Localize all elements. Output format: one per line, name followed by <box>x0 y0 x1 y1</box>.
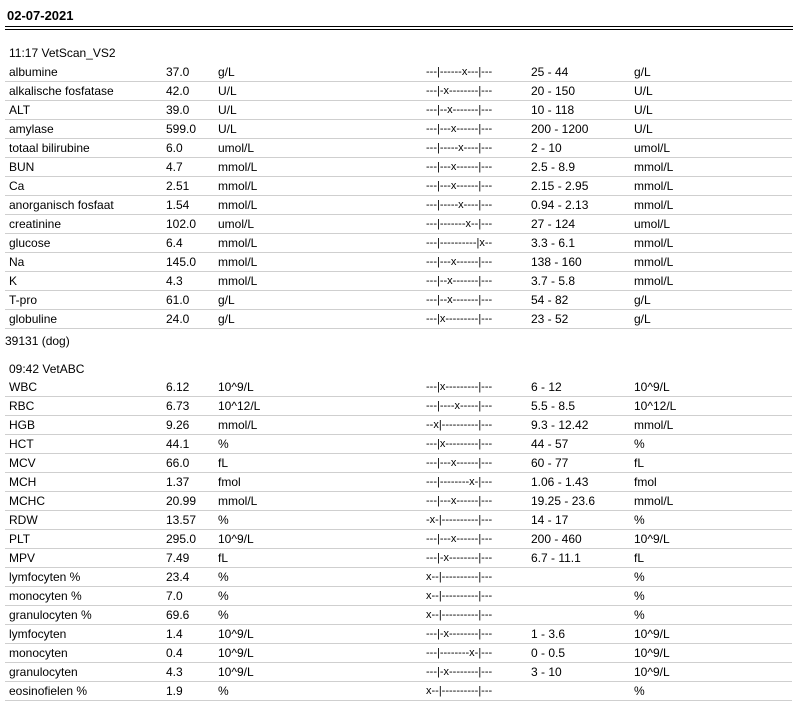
range-indicator: ---|--x-------|--- <box>426 294 493 306</box>
reference-unit: g/L <box>634 312 651 326</box>
result-name: albumine <box>9 65 58 79</box>
range-indicator: x--|----------|--- <box>426 685 493 697</box>
result-unit: 10^9/L <box>218 380 254 394</box>
result-value: 4.3 <box>166 665 183 679</box>
result-unit: mmol/L <box>218 494 258 508</box>
result-unit: % <box>218 513 229 527</box>
reference-range: 138 - 160 <box>531 255 582 269</box>
result-name: granulocyten % <box>9 608 92 622</box>
table-row <box>5 587 792 606</box>
reference-range: 3.3 - 6.1 <box>531 236 576 250</box>
result-unit: g/L <box>218 293 235 307</box>
table-row <box>5 215 792 234</box>
result-unit: % <box>218 608 229 622</box>
reference-range: 54 - 82 <box>531 293 569 307</box>
result-value: 6.4 <box>166 236 183 250</box>
reference-range: 6.7 - 11.1 <box>531 551 581 565</box>
report-date: 02-07-2021 <box>7 8 74 23</box>
reference-unit: mmol/L <box>634 198 674 212</box>
range-indicator: ---|-x--------|--- <box>426 666 493 678</box>
reference-unit: 10^9/L <box>634 532 670 546</box>
reference-range: 9.3 - 12.42 <box>531 418 589 432</box>
result-value: 599.0 <box>166 122 197 136</box>
range-indicator: ---|x---------|--- <box>426 313 493 325</box>
reference-range: 2.5 - 8.9 <box>531 160 576 174</box>
reference-range: 44 - 57 <box>531 437 569 451</box>
reference-unit: U/L <box>634 103 653 117</box>
result-name: K <box>9 274 18 288</box>
range-indicator: ---|----x-----|--- <box>426 400 493 412</box>
result-value: 4.3 <box>166 274 183 288</box>
reference-unit: 10^12/L <box>634 399 677 413</box>
table-row <box>5 435 792 454</box>
reference-unit: U/L <box>634 84 653 98</box>
reference-range: 1 - 3.6 <box>531 627 566 641</box>
result-unit: umol/L <box>218 141 255 155</box>
result-name: WBC <box>9 380 37 394</box>
result-value: 6.12 <box>166 380 190 394</box>
reference-unit: mmol/L <box>634 179 674 193</box>
reference-unit: g/L <box>634 293 651 307</box>
table-row <box>5 492 792 511</box>
reference-range: 25 - 44 <box>531 65 569 79</box>
result-value: 1.54 <box>166 198 190 212</box>
result-unit: mmol/L <box>218 236 258 250</box>
result-value: 295.0 <box>166 532 197 546</box>
reference-range: 23 - 52 <box>531 312 569 326</box>
reference-range: 3.7 - 5.8 <box>531 274 576 288</box>
range-indicator: ---|---x------|--- <box>426 256 493 268</box>
result-name: granulocyten <box>9 665 78 679</box>
result-unit: mmol/L <box>218 198 258 212</box>
table-row <box>5 63 792 82</box>
result-name: BUN <box>9 160 35 174</box>
result-name: amylase <box>9 122 54 136</box>
table-row <box>5 253 792 272</box>
reference-range: 10 - 118 <box>531 103 575 117</box>
result-unit: 10^12/L <box>218 399 261 413</box>
result-unit: U/L <box>218 122 237 136</box>
reference-unit: g/L <box>634 65 651 79</box>
result-value: 24.0 <box>166 312 190 326</box>
table-row <box>5 177 792 196</box>
result-value: 6.0 <box>166 141 183 155</box>
result-value: 39.0 <box>166 103 190 117</box>
table-row <box>5 82 792 101</box>
result-name: HGB <box>9 418 36 432</box>
reference-unit: 10^9/L <box>634 627 670 641</box>
reference-unit: fL <box>634 456 645 470</box>
reference-unit: fmol <box>634 475 657 489</box>
result-unit: % <box>218 684 229 698</box>
result-unit: fmol <box>218 475 241 489</box>
result-name: PLT <box>9 532 31 546</box>
range-indicator: x--|----------|--- <box>426 571 493 583</box>
range-indicator: -x-|----------|--- <box>426 514 493 526</box>
result-value: 23.4 <box>166 570 190 584</box>
result-name: ALT <box>9 103 31 117</box>
reference-unit: mmol/L <box>634 255 674 269</box>
table-row <box>5 139 792 158</box>
result-name: T-pro <box>9 293 38 307</box>
patient-label: 39131 (dog) <box>5 334 70 348</box>
range-indicator: ---|---x------|--- <box>426 495 493 507</box>
result-name: monocyten % <box>9 589 82 603</box>
result-name: HCT <box>9 437 34 451</box>
table-row <box>5 234 792 253</box>
reference-unit: mmol/L <box>634 494 674 508</box>
hematology-results-table <box>5 378 792 701</box>
result-value: 4.7 <box>166 160 183 174</box>
range-indicator: ---|--------x-|--- <box>426 476 493 488</box>
table-row <box>5 473 792 492</box>
reference-unit: mmol/L <box>634 160 674 174</box>
result-value: 145.0 <box>166 255 197 269</box>
result-value: 7.49 <box>166 551 190 565</box>
table-row <box>5 644 792 663</box>
reference-unit: % <box>634 513 645 527</box>
result-name: alkalische fosfatase <box>9 84 114 98</box>
table-row <box>5 158 792 177</box>
range-indicator: ---|-x--------|--- <box>426 85 493 97</box>
result-unit: 10^9/L <box>218 665 254 679</box>
result-unit: mmol/L <box>218 274 258 288</box>
range-indicator: x--|----------|--- <box>426 609 493 621</box>
reference-range: 200 - 1200 <box>531 122 589 136</box>
range-indicator: ---|-x--------|--- <box>426 628 493 640</box>
range-indicator: ---|--x-------|--- <box>426 104 493 116</box>
chemistry-results-table <box>5 63 792 329</box>
result-name: lymfocyten % <box>9 570 81 584</box>
result-unit: 10^9/L <box>218 646 254 660</box>
table-row <box>5 663 792 682</box>
hematology-section-title: 09:42 VetABC <box>9 362 85 376</box>
reference-range: 3 - 10 <box>531 665 562 679</box>
header-divider-double <box>5 29 793 30</box>
range-indicator: ---|----------|x-- <box>426 237 493 249</box>
table-row <box>5 549 792 568</box>
result-name: MPV <box>9 551 36 565</box>
result-unit: umol/L <box>218 217 255 231</box>
reference-unit: U/L <box>634 122 653 136</box>
table-row <box>5 378 792 397</box>
result-name: globuline <box>9 312 58 326</box>
range-indicator: ---|---x------|--- <box>426 533 493 545</box>
result-value: 69.6 <box>166 608 190 622</box>
reference-unit: 10^9/L <box>634 380 670 394</box>
table-row <box>5 511 792 530</box>
range-indicator: --x|----------|--- <box>426 419 493 431</box>
reference-unit: umol/L <box>634 217 671 231</box>
reference-unit: mmol/L <box>634 274 674 288</box>
result-value: 9.26 <box>166 418 190 432</box>
result-unit: mmol/L <box>218 418 258 432</box>
result-name: MCH <box>9 475 37 489</box>
table-row <box>5 310 792 329</box>
reference-range: 27 - 124 <box>531 217 576 231</box>
result-name: lymfocyten <box>9 627 67 641</box>
reference-unit: mmol/L <box>634 236 674 250</box>
reference-unit: 10^9/L <box>634 665 670 679</box>
reference-range: 1.06 - 1.43 <box>531 475 589 489</box>
result-name: glucose <box>9 236 51 250</box>
reference-range: 19.25 - 23.6 <box>531 494 596 508</box>
reference-range: 0.94 - 2.13 <box>531 198 589 212</box>
range-indicator: ---|x---------|--- <box>426 381 493 393</box>
result-name: anorganisch fosfaat <box>9 198 114 212</box>
reference-range: 60 - 77 <box>531 456 569 470</box>
reference-unit: % <box>634 608 645 622</box>
result-unit: g/L <box>218 65 235 79</box>
reference-range: 2 - 10 <box>531 141 562 155</box>
range-indicator: ---|--------x-|--- <box>426 647 493 659</box>
result-value: 6.73 <box>166 399 190 413</box>
result-unit: % <box>218 589 229 603</box>
range-indicator: ---|-----x----|--- <box>426 199 493 211</box>
range-indicator: ---|------x---|--- <box>426 66 493 78</box>
table-row <box>5 291 792 310</box>
result-unit: 10^9/L <box>218 627 254 641</box>
range-indicator: ---|-x--------|--- <box>426 552 493 564</box>
result-name: RDW <box>9 513 38 527</box>
result-value: 1.9 <box>166 684 183 698</box>
result-unit: fL <box>218 456 229 470</box>
header-divider <box>5 26 793 27</box>
table-row <box>5 120 792 139</box>
range-indicator: ---|--x-------|--- <box>426 275 493 287</box>
result-value: 2.51 <box>166 179 190 193</box>
table-row <box>5 416 792 435</box>
table-row <box>5 606 792 625</box>
result-name: RBC <box>9 399 35 413</box>
result-unit: mmol/L <box>218 255 258 269</box>
reference-unit: fL <box>634 551 645 565</box>
result-name: Na <box>9 255 25 269</box>
reference-unit: % <box>634 684 645 698</box>
result-name: totaal bilirubine <box>9 141 90 155</box>
reference-unit: mmol/L <box>634 418 674 432</box>
result-name: eosinofielen % <box>9 684 88 698</box>
result-value: 13.57 <box>166 513 197 527</box>
result-value: 37.0 <box>166 65 190 79</box>
result-unit: % <box>218 437 229 451</box>
reference-range: 5.5 - 8.5 <box>531 399 576 413</box>
result-value: 1.37 <box>166 475 190 489</box>
result-unit: mmol/L <box>218 179 258 193</box>
range-indicator: ---|---x------|--- <box>426 123 493 135</box>
reference-range: 2.15 - 2.95 <box>531 179 589 193</box>
reference-unit: % <box>634 437 645 451</box>
result-unit: g/L <box>218 312 235 326</box>
result-value: 66.0 <box>166 456 190 470</box>
range-indicator: ---|---x------|--- <box>426 161 493 173</box>
reference-unit: % <box>634 589 645 603</box>
table-row <box>5 454 792 473</box>
range-indicator: x--|----------|--- <box>426 590 493 602</box>
result-unit: % <box>218 570 229 584</box>
range-indicator: ---|---x------|--- <box>426 180 493 192</box>
reference-unit: umol/L <box>634 141 671 155</box>
reference-range: 14 - 17 <box>531 513 569 527</box>
table-row <box>5 530 792 549</box>
result-value: 61.0 <box>166 293 190 307</box>
result-name: MCHC <box>9 494 45 508</box>
reference-unit: 10^9/L <box>634 646 670 660</box>
range-indicator: ---|x---------|--- <box>426 438 493 450</box>
result-value: 102.0 <box>166 217 197 231</box>
result-value: 7.0 <box>166 589 183 603</box>
reference-range: 0 - 0.5 <box>531 646 566 660</box>
result-unit: mmol/L <box>218 160 258 174</box>
reference-range: 200 - 460 <box>531 532 582 546</box>
result-unit: U/L <box>218 103 237 117</box>
reference-range: 6 - 12 <box>531 380 562 394</box>
result-value: 20.99 <box>166 494 197 508</box>
reference-range: 20 - 150 <box>531 84 576 98</box>
table-row <box>5 682 792 701</box>
result-unit: fL <box>218 551 229 565</box>
result-name: MCV <box>9 456 36 470</box>
table-row <box>5 101 792 120</box>
result-value: 1.4 <box>166 627 183 641</box>
result-name: Ca <box>9 179 25 193</box>
range-indicator: ---|-------x--|--- <box>426 218 493 230</box>
result-value: 0.4 <box>166 646 183 660</box>
table-row <box>5 196 792 215</box>
chemistry-section-title: 11:17 VetScan_VS2 <box>9 46 116 60</box>
range-indicator: ---|-----x----|--- <box>426 142 493 154</box>
range-indicator: ---|---x------|--- <box>426 457 493 469</box>
table-row <box>5 568 792 587</box>
reference-unit: % <box>634 570 645 584</box>
result-name: monocyten <box>9 646 68 660</box>
table-row <box>5 397 792 416</box>
result-value: 42.0 <box>166 84 190 98</box>
result-name: creatinine <box>9 217 62 231</box>
table-row <box>5 625 792 644</box>
result-unit: U/L <box>218 84 237 98</box>
result-unit: 10^9/L <box>218 532 254 546</box>
result-value: 44.1 <box>166 437 190 451</box>
table-row <box>5 272 792 291</box>
